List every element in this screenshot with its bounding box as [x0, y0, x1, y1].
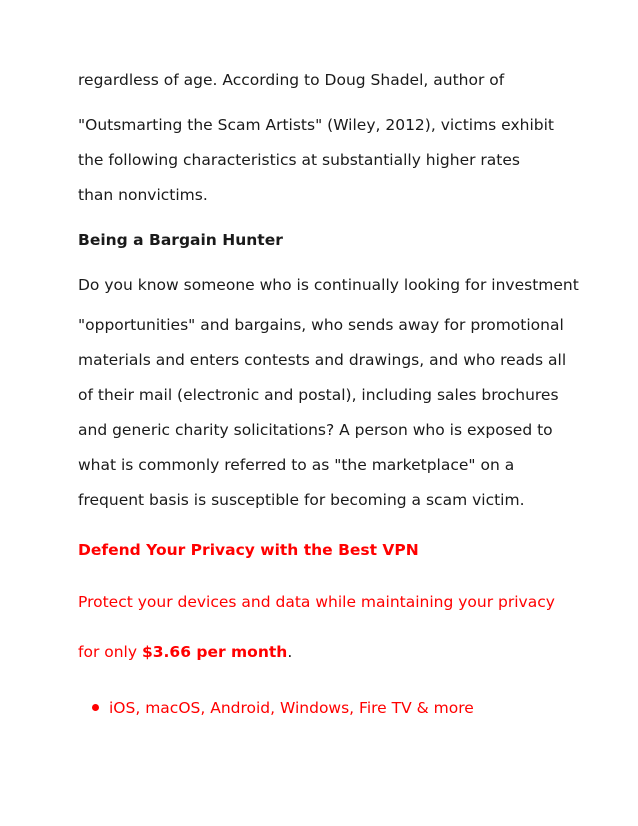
- body-line-2: "opportunities" and bargains, who sends away for promotional: [78, 316, 564, 334]
- body-line-7: frequent basis is susceptible for becoming a scam victim.: [78, 491, 525, 509]
- intro-line-3: the following characteristics at substantially higher rates: [78, 151, 520, 169]
- promo-heading[interactable]: Defend Your Privacy with the Best VPN: [78, 541, 419, 559]
- intro-line-2: "Outsmarting the Scam Artists" (Wiley, 2012), victims exhibit: [78, 116, 554, 134]
- intro-line-4: than nonvictims.: [78, 186, 208, 204]
- body-line-4: of their mail (electronic and postal), including sales brochures: [78, 386, 559, 404]
- promo-price: $3.66 per month: [141, 643, 288, 661]
- promo-line-2-suffix: .: [287, 643, 293, 661]
- body-line-5: and generic charity solicitations? A person who is exposed to: [78, 421, 553, 439]
- body-line-6: what is commonly referred to as "the marketplace" on a: [78, 456, 515, 474]
- intro-line-1: regardless of age. According to Doug Shadel, author of: [78, 71, 505, 89]
- section-heading: Being a Bargain Hunter: [78, 231, 283, 249]
- promo-bullet-item: [92, 698, 474, 718]
- promo-bullet-text: iOS, macOS, Android, Windows, Fire TV & more: [109, 699, 474, 717]
- promo-line-1: Protect your devices and data while maintaining your privacy: [78, 593, 555, 611]
- body-line-1: Do you know someone who is continually looking for investment: [78, 276, 579, 294]
- promo-line-2: [78, 642, 292, 662]
- bullet-dot-icon: [92, 704, 99, 711]
- body-line-3: materials and enters contests and drawings, and who reads all: [78, 351, 567, 369]
- promo-line-2-prefix: for only: [78, 643, 142, 661]
